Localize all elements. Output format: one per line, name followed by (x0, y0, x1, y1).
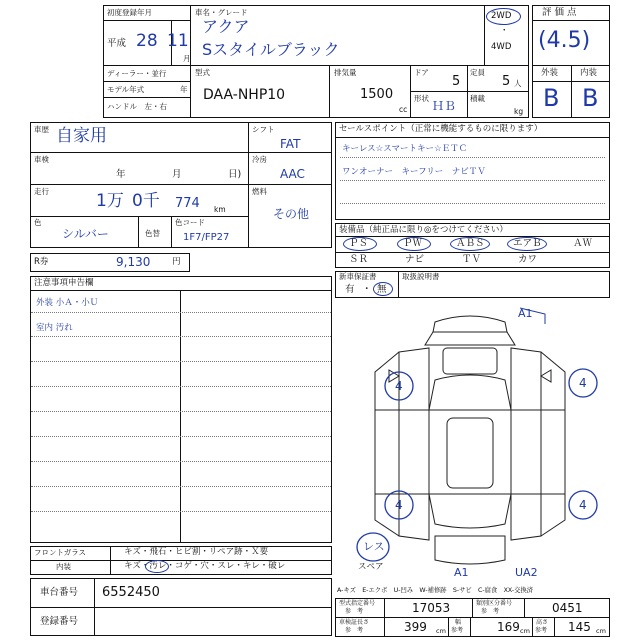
width-value: 169 (497, 620, 520, 634)
equip-tv: ＴＶ (462, 254, 482, 265)
displacement: 1500 (360, 87, 394, 102)
equip-pw: ＰＷ (403, 238, 423, 249)
model-name: アクア (202, 17, 250, 36)
warranty-yes: 有 (345, 284, 355, 295)
shift-value: FAT (280, 137, 301, 151)
color-code: 1F7/FP27 (183, 232, 230, 243)
score-label: 評 価 点 (542, 7, 577, 18)
load-unit: kg (514, 107, 524, 116)
length-label: 車検証長さ (339, 619, 370, 626)
color-value: シルバー (62, 227, 109, 241)
equip-pw-circle (397, 237, 431, 251)
notes-line-1: 外装 小Ａ・小Ｕ (36, 298, 99, 308)
inspection-month-unit: 月 (172, 169, 182, 180)
reg-no-label: 登録番号 (40, 616, 79, 627)
warranty-sep: ・ (362, 284, 372, 295)
dealer-label: ディーラー・並行 (107, 69, 167, 78)
interior-items: キズ・汚レ・コゲ・穴・スレ・キレ・破レ (124, 561, 286, 571)
interior-dirt-circle (145, 560, 169, 573)
length-unit: cm (436, 627, 446, 635)
equip-aw: ＡＷ (573, 238, 593, 249)
mileage-unit: km (214, 205, 226, 214)
length-sub: 参 考 (345, 627, 364, 634)
type-code: DAA-NHP10 (203, 87, 286, 103)
warranty-no: 無 (377, 284, 387, 295)
width-sub: 参考 (451, 627, 464, 634)
class-no-label: 類別区分番号 (476, 600, 513, 607)
inspection-day-unit: 日) (228, 169, 242, 180)
width-label: 幅 (455, 619, 462, 626)
capacity: 5 (502, 74, 511, 89)
equip-abs: ＡＢＳ (456, 238, 485, 249)
capacity-label: 定員 (470, 68, 485, 77)
displacement-unit: cc (399, 105, 408, 114)
ac-label: 冷房 (252, 155, 267, 164)
model-name-label: 車名・グレード (195, 8, 248, 17)
tire-front-right: 4 (579, 376, 587, 390)
length-value: 399 (404, 620, 427, 634)
windshield-items: キズ・飛石・ヒビ割・リペア跡・Ｘ要 (124, 547, 269, 557)
rear-left-mark: A1 (454, 566, 469, 579)
equip-abs-circle (450, 237, 490, 251)
equip-airbag-circle (507, 237, 547, 251)
chassis-no: 6552450 (102, 585, 160, 600)
tire-rear-right: 4 (579, 498, 587, 512)
equip-ps: ＰＳ (349, 238, 369, 249)
exterior-label: 外装 (541, 68, 559, 78)
type-no-label: 型式指定番号 (339, 600, 376, 607)
drive-4wd: 4WD (491, 42, 512, 52)
handle-label: ハンドル 左・右 (107, 102, 167, 111)
type-label: 型式 (195, 68, 210, 77)
color-label: 色 (34, 218, 42, 227)
mileage-man: 1万 (96, 191, 124, 211)
notes-line-2: 室内 汚れ (36, 323, 73, 333)
use-value: 自家用 (56, 126, 107, 146)
damage-legend: A-キズ E-エクボ U-凹み W-補修跡 S-サビ C-腐食 XX-交換済 (337, 587, 534, 594)
manual-label: 取扱説明書 (402, 272, 440, 281)
inspection-label: 車検 (34, 155, 49, 164)
equip-ps-circle (343, 237, 377, 251)
class-no: 0451 (552, 601, 583, 615)
mileage-rest: 774 (175, 196, 200, 211)
mileage-sen: 0千 (132, 191, 160, 211)
displacement-label: 排気量 (334, 68, 357, 77)
fuel-label: 燃料 (252, 187, 267, 196)
ac-value: AAC (280, 167, 305, 181)
recycle-box (30, 253, 190, 272)
width-unit: cm (520, 627, 530, 635)
warranty-no-circle (373, 282, 393, 296)
use-label: 車歴 (34, 125, 49, 134)
drive-2wd: 2WD (491, 11, 512, 21)
exterior-grade: B (543, 84, 560, 112)
rear-right-mark: UA2 (515, 566, 538, 579)
doors-label: ドア (414, 68, 429, 77)
interior-label: 内装 (580, 68, 598, 78)
warranty-label: 新車保証書 (339, 272, 377, 281)
shape-label: 形状 (414, 94, 429, 103)
reg-year: 28 (136, 31, 158, 51)
recycle-unit: 円 (172, 257, 181, 267)
height-label: 高さ (536, 619, 549, 626)
reg-month: 11 (167, 31, 189, 51)
spare-label: スペア (358, 562, 384, 572)
recycle-label: R券 (34, 257, 49, 267)
color-change-label: 色替 (145, 229, 160, 238)
sales-point-line-2: ワンオーナー キーフリー ナビＴＶ (342, 167, 486, 177)
drive-dot: ・ (500, 26, 509, 36)
interior-grade: B (582, 84, 599, 112)
interior-row-label: 内装 (56, 562, 71, 571)
equip-sr: ＳＲ (349, 254, 369, 265)
notes-label: 注意事項申告欄 (34, 278, 94, 288)
color-code-label: 色コード (175, 218, 205, 227)
load-label: 積載 (470, 94, 485, 103)
capacity-unit: 人 (514, 79, 522, 88)
spare-mark: レス (363, 540, 385, 553)
type-no-sub: 参 考 (345, 608, 364, 615)
sales-point-label: セールスポイント（正常に機能するものに限ります） (339, 124, 543, 134)
tire-front-left: 4 (395, 379, 403, 393)
type-no: 17053 (412, 601, 451, 615)
windshield-label: フロントガラス (34, 548, 87, 557)
model-year-label: モデル年式 (107, 85, 145, 94)
fuel-value: その他 (273, 207, 310, 221)
front-damage-mark: A1 (518, 307, 533, 320)
mileage-label: 走行 (34, 187, 49, 196)
equip-airbag: エアＢ (513, 238, 542, 249)
score-value: (4.5) (538, 28, 591, 53)
recycle-amount: 9,130 (116, 255, 151, 269)
month-unit: 月 (183, 54, 191, 63)
notes-box (30, 276, 332, 543)
equip-navi: ナビ (405, 254, 425, 265)
model-year-unit: 年 (180, 85, 188, 94)
inspection-year-unit: 年 (116, 169, 126, 180)
tire-rear-left: 4 (395, 498, 403, 512)
shift-label: シフト (252, 125, 275, 134)
shape: ＨＢ (432, 99, 457, 113)
class-no-sub: 参 考 (481, 608, 500, 615)
first-reg-label: 初度登録年月 (107, 8, 152, 17)
grade: Sスタイルブラック (202, 40, 340, 59)
height-unit: cm (596, 627, 606, 635)
chassis-label: 車台番号 (40, 587, 79, 598)
sales-point-line-1: キーレス☆スマートキー☆ＥＴＣ (342, 144, 468, 154)
height-sub: 参考 (535, 627, 548, 634)
equipment-label: 装備品（純正品に限り◎をつけてください） (339, 225, 508, 235)
equip-leather: カワ (518, 254, 538, 265)
height-value: 145 (568, 620, 591, 634)
doors: 5 (452, 74, 461, 89)
era-label: 平成 (107, 38, 127, 49)
